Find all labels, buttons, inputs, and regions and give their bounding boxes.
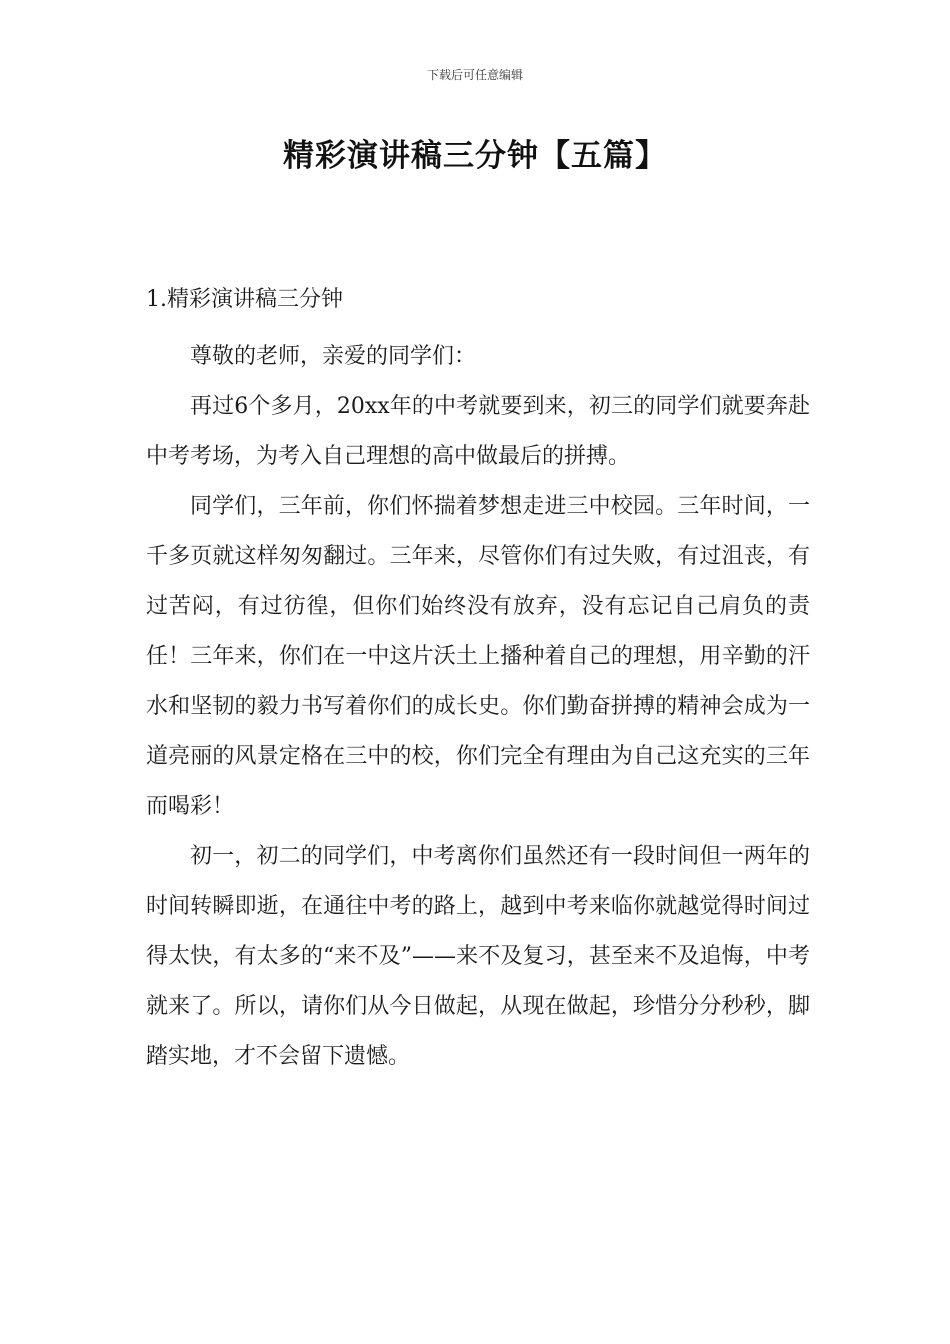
body-paragraph: 初一，初二的同学们，中考离你们虽然还有一段时间但一两年的时间转瞬即逝，在通往中考的路上，越到中考来临你就越觉得时间过得太快，有太多的“来不及”——来不及复习，甚至来不及追悔，中考就来了。所以，请你们从今日做起，从现在做起，珍惜分分秒秒，脚踏实地，才不会留下遗憾。 (146, 844, 810, 1069)
salutation-paragraph: 尊敬的老师，亲爱的同学们： (190, 344, 477, 369)
document-body (146, 282, 810, 1082)
section-heading: 1.精彩演讲稿三分钟 (146, 287, 343, 312)
body-paragraph: 同学们，三年前，你们怀揣着梦想走进三中校园。三年时间，一千多页就这样匆匆翻过。三年来，尽管你们有过失败，有过沮丧，有过苦闷，有过彷徨，但你们始终没有放弃，没有忘记自己肩负的责任！三年来，你们在一中这片沃土上播种着自己的理想，用辛勤的汗水和坚韧的毅力书写着你们的成长史。你们勤奋拼搏的精神会成为一道亮丽的风景定格在三中的校，你们完全有理由为自己这充实的三年而喝彩！ (146, 494, 810, 819)
header-note: 下载后可任意编辑 (426, 68, 523, 82)
document-title: 精彩演讲稿三分钟【五篇】 (283, 138, 667, 174)
body-paragraph: 再过6个多月，20xx年的中考就要到来，初三的同学们就要奔赴中考考场，为考入自己理想的高中做最后的拼搏。 (146, 394, 810, 469)
